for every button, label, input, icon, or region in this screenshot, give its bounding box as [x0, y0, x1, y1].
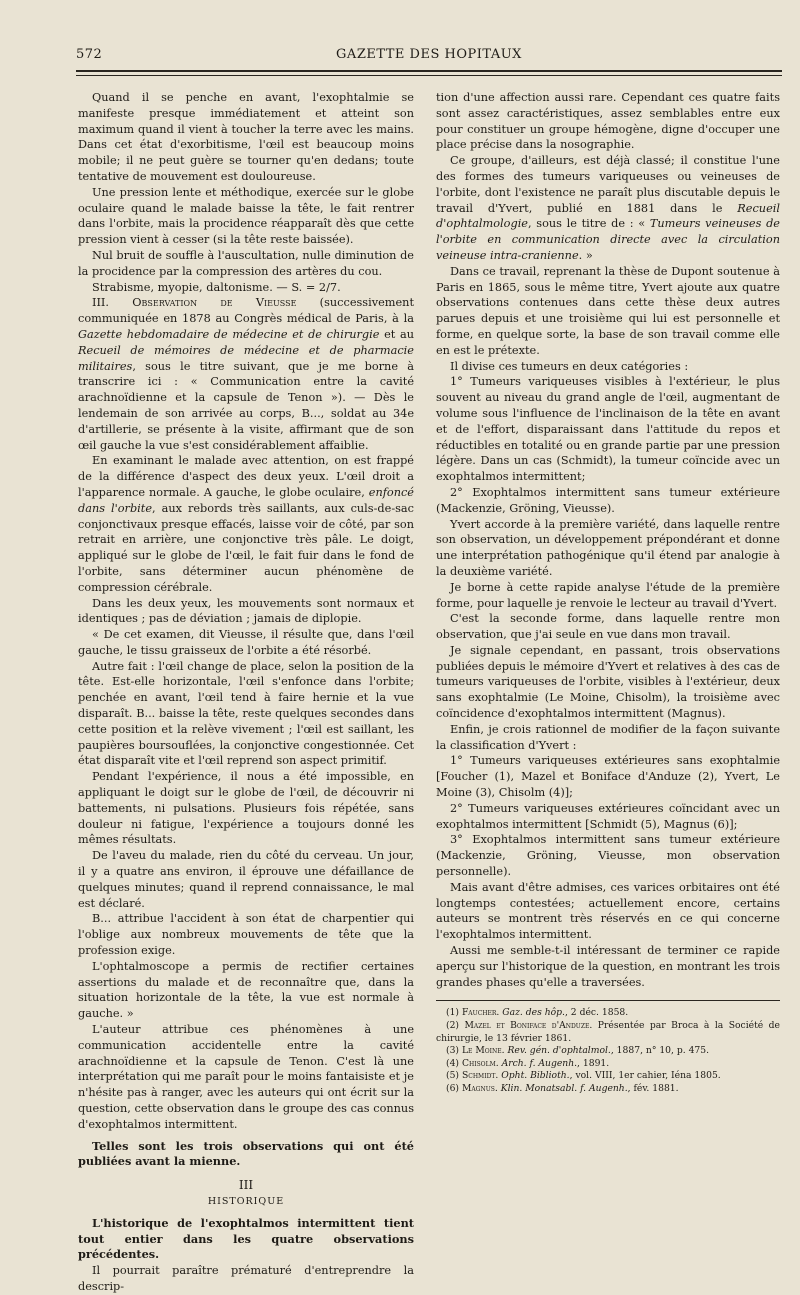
paragraph: Je signale cependant, en passant, trois observations publiées depuis le mémoire d'Yvert et relatives à des cas de tumeurs variqueuses de l'orbite, visibles à l'extérieur, deux sans exophtalmie (Le Moine, Chisolm), la troisième avec coïncidence d'exophtalmos intermittent (Magnus).	[436, 643, 780, 721]
footnote	[436, 1083, 780, 1096]
paragraph: Quand il se penche en avant, l'exophtalmie se manifeste presque immédiatement et atteint son maximum quand il vient à toucher la terre avec les mains. Dans cet état d'exorbitisme, l'œil est beaucoup moins mobile; il ne peut guère se tourner qu'en dedans; toute tentative de mouvement est douloureuse.	[78, 91, 414, 183]
text-run: (3)	[446, 1045, 462, 1057]
paragraph: Strabisme, myopie, daltonisme. — S. = 2/7.	[92, 280, 341, 294]
journal-name: Arch. f. Augenh.	[498, 1057, 578, 1069]
journal-name: Klin. Monatsabl. f. Augenh.	[497, 1082, 628, 1094]
journal-title: GAZETTE DES HOPITAUX	[336, 47, 522, 62]
footnote	[436, 1045, 780, 1058]
journal-name: Gazette hebdomadaire de médecine et de chirurgie	[78, 327, 380, 341]
section-number: III	[238, 1178, 254, 1193]
paragraph: L'auteur attribue ces phénomènes à une communication accidentelle entre la cavité arachnoïdienne et la capsule de Tenon. C'est là une interprétation qui me paraît pour le moins fantaisiste et je n'hésite pas à ranger, avec les auteurs qui ont écrit sur la question, cette observation dans le groupe des cas connus d'exophtalmos intermittent.	[78, 1023, 414, 1131]
text-run: En examinant le malade avec attention, on est frappé de la différence d'aspect des deux yeux. L'œil droit a l'apparence normale. A gauche, le globe oculaire,	[78, 454, 414, 499]
paragraph: 1° Tumeurs variqueuses extérieures sans exophtalmie [Foucher (1), Mazel et Boniface d'Anduze (2), Yvert, Le Moine (3), Chisolm (4)];	[436, 754, 780, 800]
footnote	[436, 1070, 780, 1083]
author: Chisolm.	[461, 1057, 499, 1069]
paragraph: B... attribue l'accident à son état de charpentier qui l'oblige aux nombreux mouvements de tête que la profession exige.	[78, 912, 414, 958]
text-run: , 1891.	[577, 1057, 610, 1069]
work-title: Tumeurs veineuses de l'orbite en communication directe avec la circulation veineuse intra-cranienne	[436, 217, 780, 262]
text-run: , 2 déc. 1858.	[564, 1007, 629, 1019]
paragraph: 2° Tumeurs variqueuses extérieures coïncidant avec un exophtalmos intermittent [Schmidt (5), Magnus (6)];	[436, 801, 780, 831]
paragraph: 3° Exophtalmos intermittent sans tumeur extérieure (Mackenzie, Gröning, Vieusse, mon observation personnelle).	[436, 833, 780, 879]
paragraph: C'est la seconde forme, dans laquelle rentre mon observation, que j'ai seule en vue dans mon travail.	[436, 612, 780, 642]
paragraph: Enfin, je crois rationnel de modifier de la façon suivante la classification d'Yvert :	[436, 722, 780, 752]
emphasis: enfoncé dans l'orbite	[78, 485, 414, 515]
paragraph: Autre fait : l'œil change de place, selon la position de la tête. Est-elle horizontale, l'œil s'enfonce dans l'orbite; penchée en avant, l'œil tend à faire hernie et la vue disparaît. B... baisse la tête, reste quelques secondes dans cette position et la relève vivement ; l'œil est saillant, les paupières boursouflées, la conjonctive congestionnée. Cet état disparaît vite et l'œil reprend son aspect primitif.	[78, 659, 414, 768]
header-rule-thin	[76, 75, 782, 76]
text-run: (2)	[446, 1020, 465, 1032]
footnote	[436, 1020, 780, 1045]
journal-name: Rev. gén. d'ophtalmol.	[504, 1045, 611, 1057]
header-rule-thick	[76, 70, 782, 72]
paragraph: Aussi me semble-t-il intéressant de terminer ce rapide aperçu sur l'historique de la question, en montrant les trois grandes phases qu'elle a traversées.	[436, 944, 780, 989]
right-column	[436, 90, 780, 1096]
paragraph: tion d'une affection aussi rare. Cependant ces quatre faits sont assez caractéristiques, assez semblables entre eux pour constituer un groupe hémogène, digne d'occuper une place précise dans la nosographie.	[436, 91, 780, 152]
section-title: HISTORIQUE	[207, 1195, 285, 1207]
page-number: 572	[76, 47, 103, 62]
paragraph: Telles sont les trois observations qui ont été publiées avant la mienne.	[78, 1138, 414, 1169]
text-run: . »	[578, 248, 593, 262]
footnote-rule	[436, 1000, 780, 1001]
paragraph: Il pourrait paraître prématuré d'entreprendre la descrip-	[78, 1264, 414, 1293]
text-run: (1)	[446, 1007, 462, 1019]
paragraph: L'ophtalmoscope a permis de rectifier certaines assertions du malade et de reconnaître que, dans la situation horizontale de la tête, la vue est normale à gauche. »	[78, 959, 414, 1021]
author: Faucher.	[461, 1007, 500, 1019]
page-header	[76, 44, 782, 64]
paragraph: Une pression lente et méthodique, exercée sur le globe oculaire quand le malade baisse la tête, le fait rentrer dans l'orbite, mais la procidence réapparaît dès que cette pression vient à cesser (si la tête reste baissée).	[78, 185, 414, 247]
paragraph: Je borne à cette rapide analyse l'étude de la première forme, pour laquelle je renvoie le lecteur au travail d'Yvert.	[436, 580, 780, 610]
text-run: Présentée par Broca à la Société de chirurgie, le 13 février 1861.	[436, 1020, 780, 1044]
paragraph: Yvert accorde à la première variété, dans laquelle rentre son observation, un développement prépondérant et donne une interprétation pathogénique qu'il étend par analogie à la deuxième variété.	[436, 517, 780, 578]
text-run: Ce groupe, d'ailleurs, est déjà classé; il constitue l'une des formes des tumeurs variqueuses ou veineuses de l'orbite, dont l'existence ne paraît plus discutable depuis le travail d'Yvert, publié en 1881 dans le	[436, 154, 780, 215]
journal-name: Recueil de mémoires de médecine et de pharmacie militaires	[78, 343, 414, 373]
paragraph: Nul bruit de souffle à l'auscultation, nulle diminution de la procidence par la compression des artères du cou.	[78, 248, 414, 278]
text-run: III.	[92, 296, 133, 310]
text-run: (5)	[446, 1070, 462, 1082]
paragraph: 1° Tumeurs variqueuses visibles à l'extérieur, le plus souvent au niveau du grand angle de l'œil, augmentant de volume sous l'influence de l'inclinaison de la tête en avant et de l'effort, disparaissant dans l'attitude du repos et réductibles en totalité ou en grande partie par une pression légère. Dans un cas (Schmidt), la tumeur coïncide avec un exophtalmos intermittent;	[436, 375, 780, 484]
paragraph: De l'aveu du malade, rien du côté du cerveau. Un jour, il y a quatre ans environ, il éprouve une défaillance de quelques minutes; quand il reprend connaissance, le mal est déclaré.	[78, 849, 414, 910]
text-run: , vol. VIII, 1er cahier, Iéna 1805.	[569, 1070, 721, 1082]
text-run: , 1887, n° 10, p. 475.	[610, 1045, 710, 1057]
author: Schmidt.	[461, 1070, 499, 1082]
footnotes	[436, 1007, 780, 1095]
text-run: (6)	[446, 1082, 462, 1094]
journal-name: Recueil d'ophtalmologie	[436, 201, 780, 231]
paragraph: Dans les deux yeux, les mouvements sont normaux et identiques ; pas de déviation ; jamais de diplopie.	[78, 596, 414, 626]
text-run: (4)	[446, 1057, 462, 1069]
paragraph: L'historique de l'exophtalmos intermittent tient tout entier dans les quatre observations précédentes.	[78, 1215, 414, 1262]
author: Magnus.	[461, 1082, 498, 1094]
left-column	[78, 90, 414, 1295]
text-run: , aux rebords très saillants, aux culs-de-sac conjonctivaux presque effacés, laisse voir de côté, par son retrait en arrière, une conjonctive très pâle. Le doigt, appliqué sur le globe de l'œil, le fait fuir dans le fond de l'orbite, sans déterminer aucun phénomène de compression cérébrale.	[78, 501, 414, 594]
journal-name: Opht. Biblioth.	[498, 1070, 570, 1082]
text-run: , sous le titre suivant, que je me borne à transcrire ici : « Communication entre la cavité arachnoïdienne et la capsule de Tenon »). — Dès le lendemain de son arrivée au corps, B..., soldat au 34e d'artillerie, se présente à la visite, affirmant que de son œil gauche la vue s'est considérablement affaiblie.	[78, 359, 414, 452]
paragraph	[436, 153, 780, 264]
footnote	[436, 1007, 780, 1020]
author: Le Moine.	[461, 1045, 505, 1057]
paragraph: Mais avant d'être admises, ces varices orbitaires ont été longtemps contestées; actuellement encore, certains auteurs se montrent très réservés en ce qui concerne l'exophtalmos intermittent.	[436, 880, 780, 942]
text-run: (successivement communiquée en 1878 au Congrès médical de Paris, à la	[78, 296, 414, 326]
journal-name: Gaz. des hôp.	[499, 1007, 565, 1019]
text-run: et au	[379, 327, 414, 341]
paragraph-observation-3	[78, 295, 414, 453]
text-run: , sous le titre de : «	[528, 217, 650, 231]
paragraph: Il divise ces tumeurs en deux catégories :	[450, 359, 689, 373]
author: Mazel et Boniface d'Anduze.	[464, 1020, 593, 1032]
paragraph: Pendant l'expérience, il nous a été impossible, en appliquant le doigt sur le globe de l'œil, de découvrir ni battements, ni pulsations. Plusieurs fois répétée, sans douleur ni fatigue, l'expérience a toujours donné les mêmes résultats.	[78, 770, 414, 847]
observation-heading: Observation de Vieusse	[132, 296, 297, 310]
paragraph: Dans ce travail, reprenant la thèse de Dupont soutenue à Paris en 1865, sous le même titre, Yvert ajoute aux quatre observations contenues dans cette thèse deux autres parues depuis et une troisième qui lui est personnelle et forme, en quelque sorte, la base de son travail comme elle en est le prétexte.	[436, 264, 780, 357]
paragraph: « De cet examen, dit Vieusse, il résulte que, dans l'œil gauche, le tissu graisseux de l'orbite a été résorbé.	[78, 628, 414, 657]
text-run: , fév. 1881.	[627, 1082, 679, 1094]
paragraph: 2° Exophtalmos intermittent sans tumeur extérieure (Mackenzie, Gröning, Vieusse).	[436, 485, 780, 515]
footnote	[436, 1058, 780, 1071]
paragraph	[78, 453, 414, 595]
